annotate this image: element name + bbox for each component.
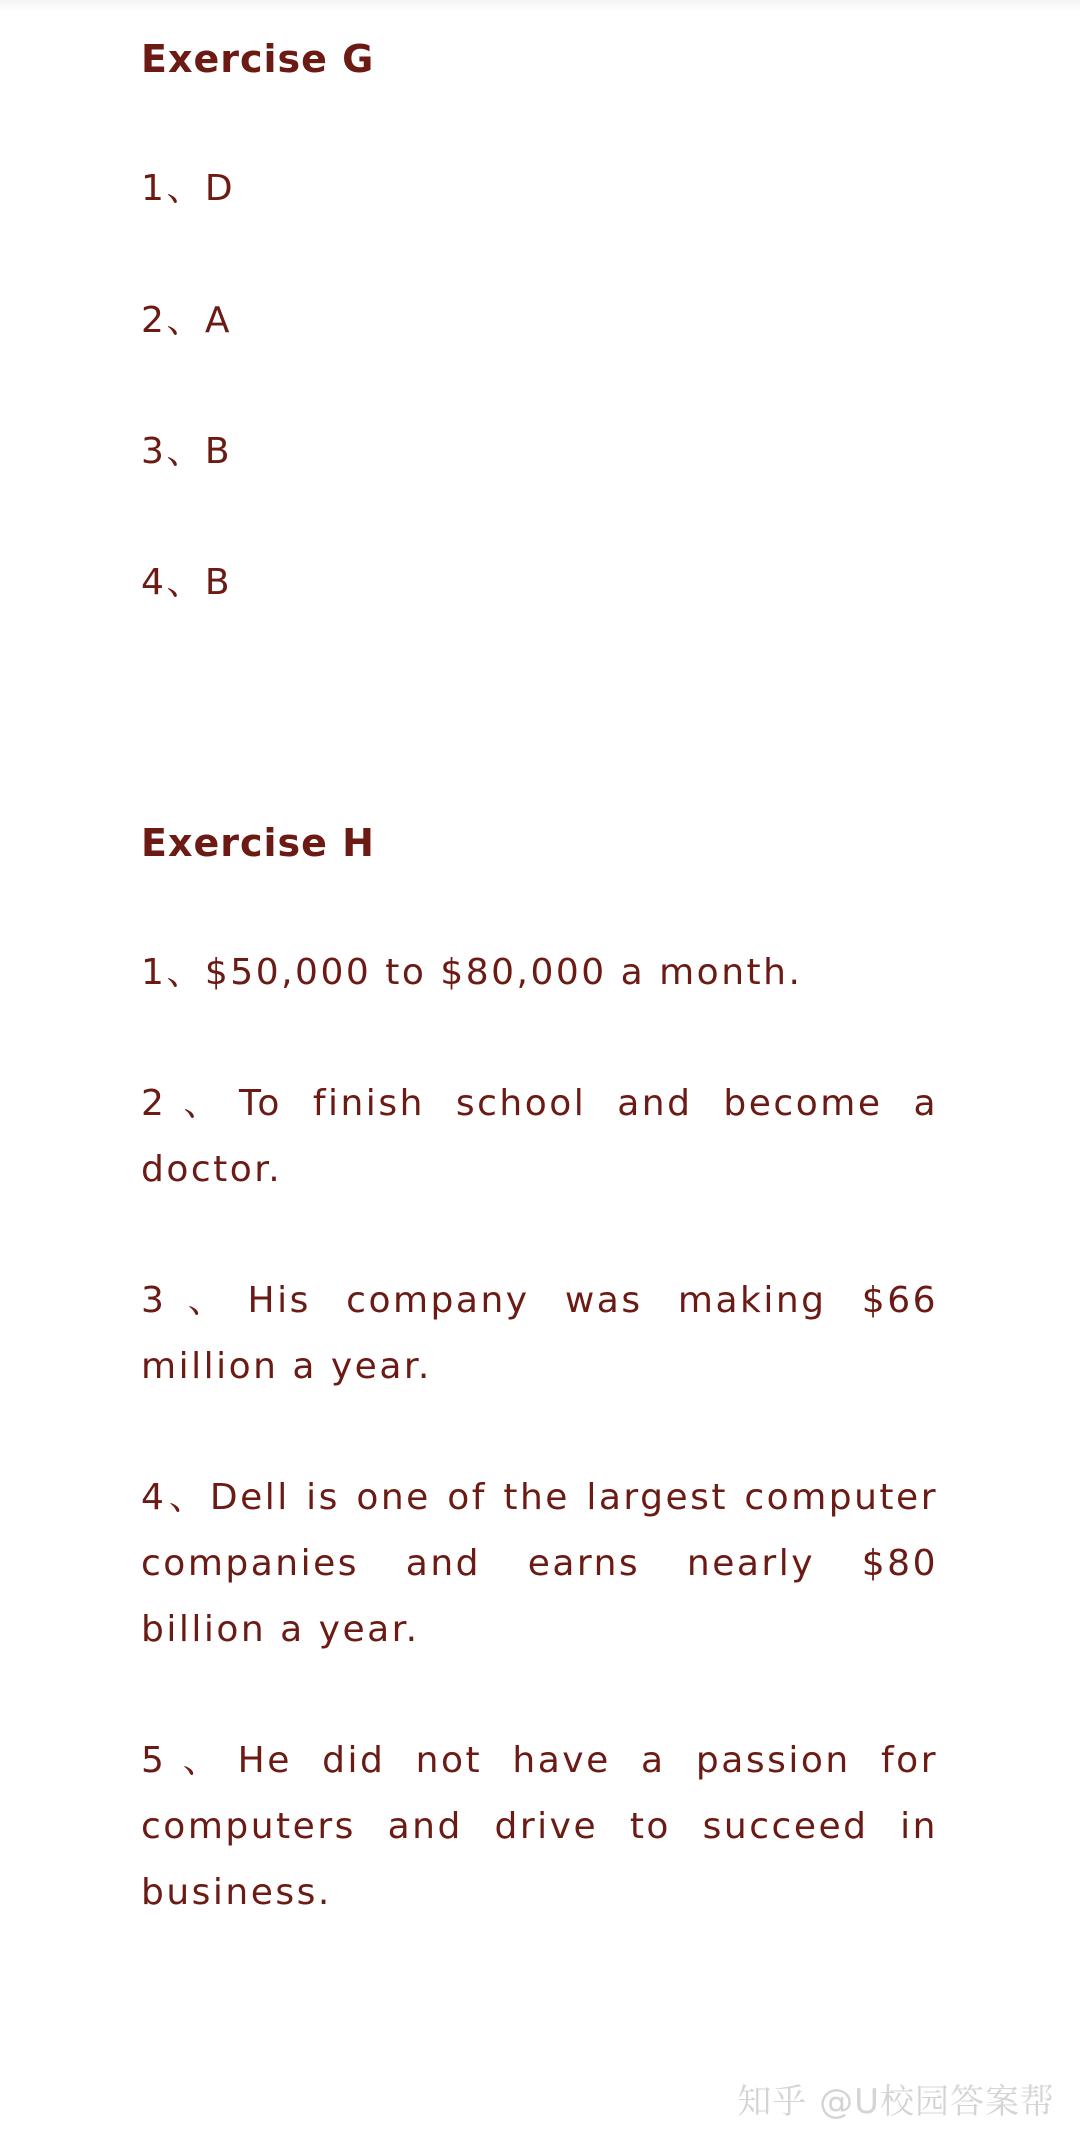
- answer-item: 3、B: [141, 431, 233, 472]
- answer-item: 4、Dell is one of the largest computer companies and earns nearly $80 billion a year.: [141, 1477, 938, 1650]
- answer-item: 2、To finish school and become a doctor.: [141, 1083, 939, 1190]
- section-heading-exercise-h: Exercise H: [141, 821, 375, 865]
- answer-item: 1、$50,000 to $80,000 a month.: [141, 952, 803, 993]
- answer-item: 3、His company was making $66 million a year.: [141, 1280, 938, 1387]
- answer-item: 4、B: [141, 562, 233, 603]
- answer-item: 1、D: [141, 168, 236, 209]
- answer-item: 2、A: [141, 300, 233, 341]
- top-divider: [0, 0, 1080, 12]
- watermark: 知乎 @U校园答案帮: [737, 2082, 1055, 2122]
- answer-item: 5、He did not have a passion for computers and drive to succeed in business.: [141, 1740, 938, 1913]
- section-heading-exercise-g: Exercise G: [141, 37, 375, 81]
